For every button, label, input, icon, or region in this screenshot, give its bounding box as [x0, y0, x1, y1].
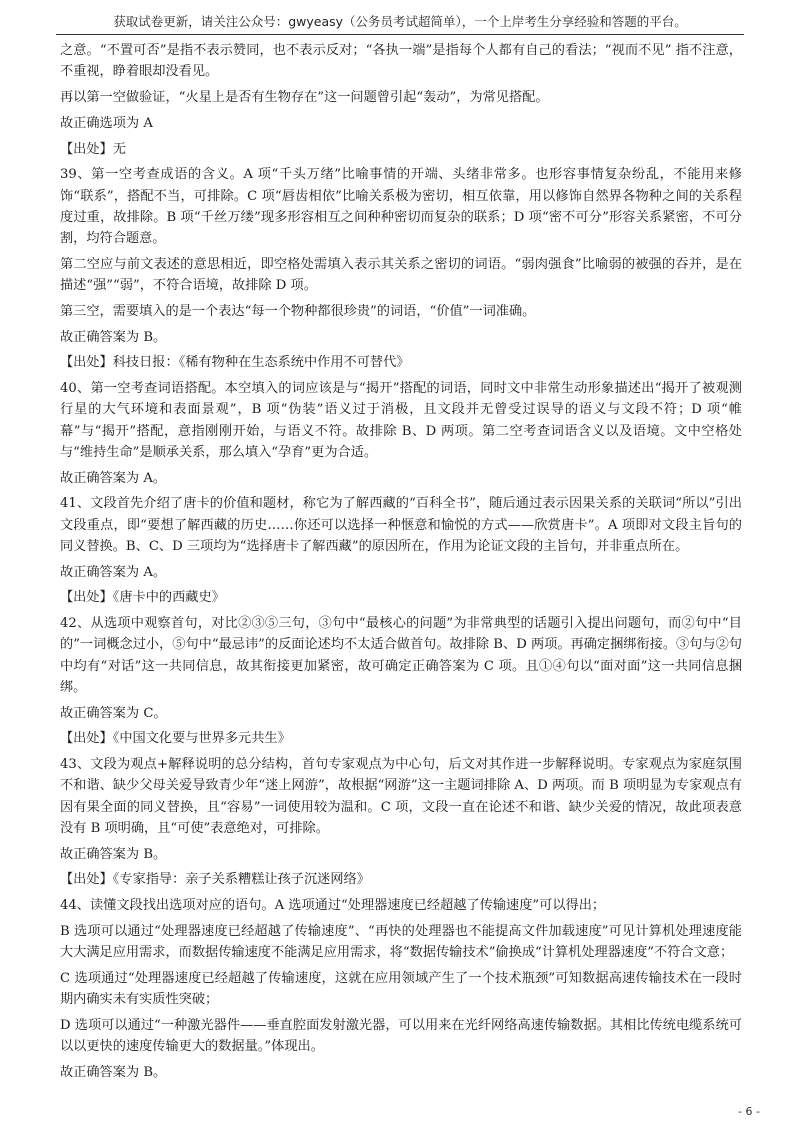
- source-line: 【出处】《唐卡中的西藏史》: [60, 590, 225, 606]
- question-44-explanation: 44、读懂文段找出选项对应的语句。A 选项通过“处理器速度已经超越了传输速度”可以得出；: [60, 898, 606, 914]
- answer-line: 故正确答案为 B。: [60, 1064, 167, 1080]
- paragraph: 再以第一空做验证，“火星上是否有生物存在”这一问题曾引起“轰动”，为常见搭配。: [60, 90, 549, 105]
- question-42-explanation: 42、从选项中观察首句，对比②③⑤三句，③句中“最核心的问题”为非常典型的话题引入提出问题句，而②句中“目的”一词概念过小，⑤句中“最忌讳”的反面论述均不太适合做首句。故排除 B、D 两项。再确定捆绑衔接。③句与②句中均有“对话”这一共同信息，故其衔接更加紧密，故可确定正确答案为 C 项。且①④句以“面对面”这一共同信息捆绑。: [60, 616, 742, 695]
- option-b-analysis: B 选项可以通过“处理器速度已经超越了传输速度”、“再快的处理器也不能提高文件加载速度”可见计算机处理速度能大大满足应用需求，而数据传输速度不能满足应用需求，将“数据传输技术”偷换成“计算机处理器速度”不符合文意；: [60, 923, 742, 961]
- paragraph: 之意。“不置可否”是指不表示赞同，也不表示反对；“各执一端”是指每个人都有自己的看法；“视而不见” 指不注意，不重视，睁着眼却没看见。: [60, 43, 742, 80]
- option-d-analysis: D 选项可以通过“一种激光器件——垂直腔面发射激光器，可以用来在光纤网络高速传输数据。其相比传统电缆系统可以以更快的速度传输更大的数据量。”体现出。: [60, 1017, 742, 1055]
- source-line: 【出处】《专家指导：亲子关系糟糕让孩子沉迷网络》: [60, 872, 370, 888]
- answer-line: 故正确答案为 B。: [60, 846, 167, 862]
- header-divider: [56, 34, 744, 35]
- answer-line: 故正确答案为 A。: [60, 564, 167, 580]
- document-body: [60, 40, 742, 1088]
- paragraph: 第三空，需要填入的是一个表达“每一个物种都很珍贵”的词语，“价值”一词准确。: [60, 303, 536, 319]
- question-41-explanation: 41、文段首先介绍了唐卡的价值和题材，称它为了解西藏的“百科全书”，随后通过表示因果关系的关联词“所以”引出文段重点，即“要想了解西藏的历史……你还可以选择一种惬意和愉悦的方式——欣赏唐卡”。A 项即对文段主旨句的同义替换。B、C、D 三项均为“选择唐卡了解西藏”的原因所在，作用为论证文段的主旨句，并非重点所在。: [60, 496, 742, 554]
- source-line: 【出处】无: [60, 141, 126, 157]
- question-39-explanation: 39、第一空考查成语的含义。A 项“千头万绪”比喻事情的开端、头绪非常多。也形容事情复杂纷乱，不能用来修饰“联系”，搭配不当，可排除。C 项“唇齿相依”比喻关系极为密切，相互依靠，用以修饰自然界各物种之间的关系程度过重，故排除。B 项“千丝万缕”现多形容相互之间种种密切而复杂的联系；D 项“密不可分”形容关系紧密，不可分割，均符合题意。: [60, 167, 742, 246]
- answer-line: 故正确答案为 B。: [60, 329, 167, 345]
- answer-line: 故正确答案为 C。: [60, 705, 167, 721]
- answer-line: 故正确答案为 A。: [60, 470, 167, 486]
- question-43-explanation: 43、文段为观点+解释说明的总分结构，首句专家观点为中心句，后文对其作进一步解释说明。专家观点为家庭氛围不和谐、缺少父母关爱导致青少年“迷上网游”，故根据“网游”这一主题词排除 A、D 两项。而 B 项明显为专家观点有因有果全面的同义替换，且“容易”一词使用较为温和。C 项，文段一直在论述不和谐、缺少关爱的情况，故此项表意没有 B 项明确，且“可使”表意绝对，可排除。: [60, 757, 742, 836]
- source-line: 【出处】科技日报：《稀有物种在生态系统中作用不可替代》: [60, 355, 410, 371]
- paragraph: 第二空应与前文表述的意思相近，即空格处需填入表示其关系之密切的词语。“弱肉强食”比喻弱的被强的吞并，是在描述“强”“弱”，不符合语境，故排除 D 项。: [60, 256, 742, 293]
- source-line: 【出处】《中国文化要与世界多元共生》: [60, 731, 291, 747]
- option-c-analysis: C 选项通过“处理器速度已经超越了传输速度，这就在应用领域产生了一个技术瓶颈”可知数据高速传输技术在一段时期内确实未有实质性突破；: [60, 970, 742, 1008]
- answer-line: 故正确选项为 A: [60, 115, 153, 131]
- page-header: 获取试卷更新，请关注公众号：gwyeasy（公务员考试超简单），一个上岸考生分享经验和答题的平台。: [113, 14, 687, 29]
- page-number: - 6 -: [738, 1105, 760, 1118]
- question-40-explanation: 40、第一空考查词语搭配。本空填入的词应该是与“揭开”搭配的词语，同时文中非常生动形象描述出“揭开了被观测行星的大气环境和表面景观”，B 项“伪装”语义过于消极，且文段并无曾受过误导的语义与文段不符；D 项“帷幕”与“揭开”搭配，意指刚刚开始，与语义不符。故排除 B、D 两项。第二空考查词语含义以及语境。文中空格处与“维持生命”是顺承关系，那么填入“孕育”更为合适。: [60, 381, 742, 460]
